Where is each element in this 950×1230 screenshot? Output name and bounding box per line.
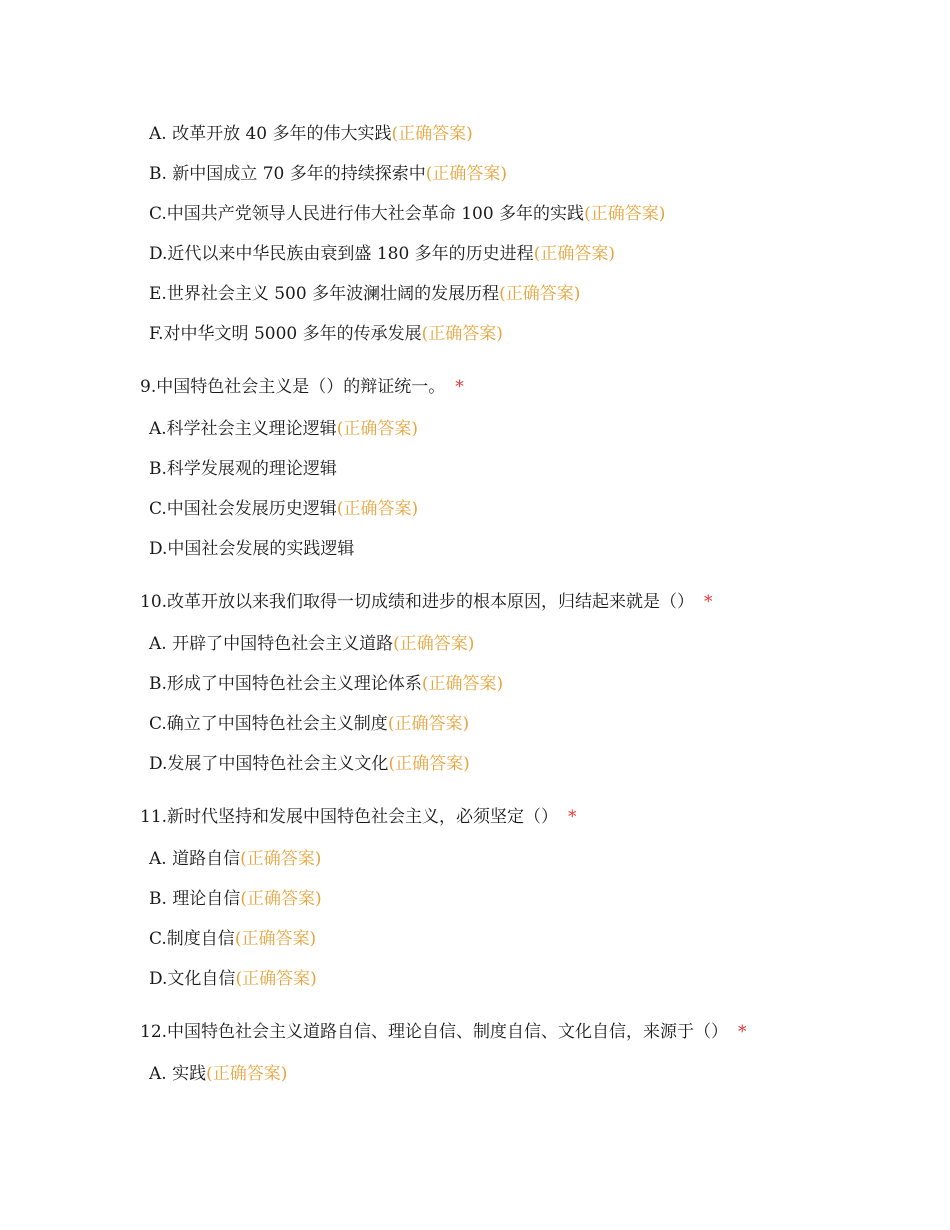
required-marker: * [568, 807, 577, 827]
option-text: D.发展了中国特色社会主义文化 [149, 754, 389, 774]
option-text: A.科学社会主义理论逻辑 [149, 419, 337, 439]
question-title [140, 1017, 920, 1058]
option-item[interactable] [149, 748, 920, 788]
correct-answer-marker: (正确答案) [336, 499, 419, 519]
option-text: C.中国共产党领导人民进行伟大社会革命 100 多年的实践 [149, 204, 585, 224]
correct-answer-marker: (正确答案) [206, 1064, 288, 1084]
correct-answer-marker: (正确答案) [584, 204, 666, 224]
question-block [140, 1017, 920, 1098]
option-text: D.中国社会发展的实践逻辑 [149, 539, 355, 559]
question-block [140, 372, 920, 573]
option-text: B.形成了中国特色社会主义理论体系 [149, 674, 422, 694]
question-title [140, 802, 920, 843]
question-text: 11.新时代坚持和发展中国特色社会主义，必须坚定（） [140, 807, 559, 827]
correct-answer-marker: (正确答案) [425, 164, 508, 184]
question-block [140, 802, 920, 1003]
option-text: C.中国社会发展历史逻辑 [149, 499, 337, 519]
correct-answer-marker: (正确答案) [393, 634, 475, 654]
option-item[interactable] [149, 668, 920, 708]
question-text: 10.改革开放以来我们取得一切成绩和进步的根本原因，归结起来就是（） [140, 592, 695, 612]
option-item[interactable] [149, 278, 920, 318]
option-item[interactable] [149, 963, 920, 1003]
correct-answer-marker: (正确答案) [235, 969, 317, 989]
question-text: 9.中国特色社会主义是（）的辩证统一。 [140, 377, 446, 397]
option-item[interactable] [149, 453, 920, 493]
option-item[interactable] [149, 158, 920, 198]
correct-answer-marker: (正确答案) [421, 674, 504, 694]
correct-answer-marker: (正确答案) [421, 324, 503, 344]
option-text: A. 改革开放 40 多年的伟大实践 [149, 124, 392, 144]
question-block [140, 587, 920, 788]
option-text: A. 实践 [149, 1064, 207, 1084]
option-item[interactable] [149, 413, 920, 453]
correct-answer-marker: (正确答案) [533, 244, 615, 264]
option-text: E.世界社会主义 500 多年波澜壮阔的发展历程 [149, 284, 500, 304]
correct-answer-marker: (正确答案) [387, 714, 470, 734]
quiz-content [140, 118, 920, 1098]
required-marker: * [738, 1022, 747, 1042]
option-item[interactable] [149, 493, 920, 533]
option-item[interactable] [149, 198, 920, 238]
required-marker: * [704, 592, 713, 612]
option-item[interactable] [149, 628, 920, 668]
option-text: D.文化自信 [149, 969, 236, 989]
option-text: D.近代以来中华民族由衰到盛 180 多年的历史进程 [149, 244, 534, 264]
correct-answer-marker: (正确答案) [499, 284, 581, 304]
correct-answer-marker: (正确答案) [240, 889, 322, 909]
option-item[interactable] [149, 843, 920, 883]
correct-answer-marker: (正确答案) [391, 124, 473, 144]
option-item[interactable] [149, 118, 920, 158]
correct-answer-marker: (正确答案) [336, 419, 418, 439]
option-item[interactable] [149, 708, 920, 748]
option-item[interactable] [149, 533, 920, 573]
correct-answer-marker: (正确答案) [388, 754, 470, 774]
option-text: A. 开辟了中国特色社会主义道路 [149, 634, 394, 654]
option-text: A. 道路自信 [149, 849, 241, 869]
option-text: B. 理论自信 [149, 889, 241, 909]
option-item[interactable] [149, 923, 920, 963]
option-item[interactable] [149, 1058, 920, 1098]
option-text: C.确立了中国特色社会主义制度 [149, 714, 388, 734]
correct-answer-marker: (正确答案) [234, 929, 317, 949]
correct-answer-marker: (正确答案) [240, 849, 322, 869]
question-text: 12.中国特色社会主义道路自信、理论自信、制度自信、文化自信，来源于（） [140, 1022, 729, 1042]
option-text: C.制度自信 [149, 929, 235, 949]
option-text: B. 新中国成立 70 多年的持续探索中 [149, 164, 426, 184]
option-text: B.科学发展观的理论逻辑 [149, 459, 337, 479]
question-8-options [140, 118, 920, 358]
option-item[interactable] [149, 883, 920, 923]
option-item[interactable] [149, 238, 920, 278]
option-item[interactable] [149, 318, 920, 358]
option-text: F.对中华文明 5000 多年的传承发展 [149, 324, 422, 344]
question-title [140, 372, 920, 413]
required-marker: * [455, 377, 464, 397]
question-title [140, 587, 920, 628]
